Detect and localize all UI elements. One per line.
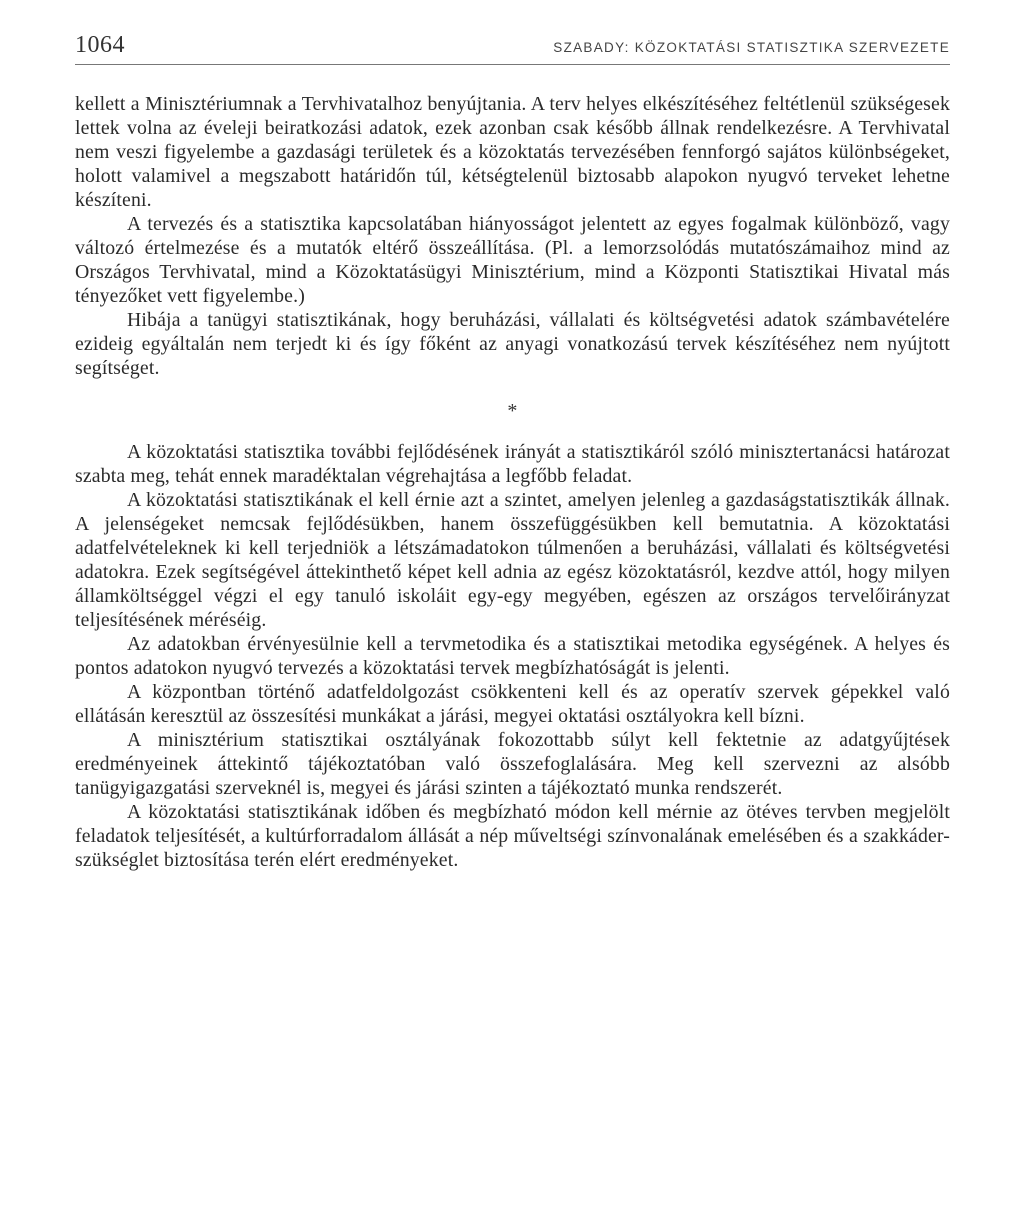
running-title: SZABADY: KÖZOKTATÁSI STATISZTIKA SZERVEZETE [553, 40, 950, 55]
section-separator: * [507, 400, 518, 422]
header-rule [75, 64, 950, 65]
running-header [75, 30, 950, 64]
paragraph: A közoktatási statisztika további fejlődésének irányát a statisztikáról szóló minisztertanácsi határozat szabta meg, tehát ennek maradéktalan végrehajtása a legfőbb feladat. [75, 441, 950, 487]
page-number: 1064 [75, 32, 125, 58]
paragraph: A központban történő adatfeldolgozást csökkenteni kell és az operatív szervek gépekkel való ellátásán keresztül az összesítési munkákat a járási, megyei oktatási osztályokra kell bízni. [75, 681, 950, 727]
paragraph: Az adatokban érvényesülnie kell a tervmetodika és a statisztikai metodika egységének. A helyes és pontos adatokon nyugvó tervezés a közoktatási tervek megbízhatóságát is jelenti. [75, 633, 950, 679]
paragraph: A közoktatási statisztikának el kell érnie azt a szintet, amelyen jelenleg a gazdaságstatisztikák állnak. A jelenségeket nemcsak fejlődésükben, hanem összefüggésükben kell bemutatnia. A közoktatási adatfelvételeknek ki kell terjedniök a létszámadatokon túlmenően a beruházási, vállalati és költségvetési adatokra. Ezek segítségével áttekinthető képet kell adnia az egész közoktatásról, kezdve attól, hogy milyen államköltséggel végzi el egy tanuló iskoláit egy-egy megyében, egészen az országos tervelőirányzat teljesítésének méréséig. [75, 489, 950, 631]
paragraph: Hibája a tanügyi statisztikának, hogy beruházási, vállalati és költségvetési adatok számbavételére ezideig egyáltalán nem terjedt ki és így főként az anyagi vonatkozású tervek készítéséhez nem nyújtott segítséget. [75, 309, 950, 379]
paragraph: kellett a Minisztériumnak a Tervhivatalhoz benyújtania. A terv helyes elkészítéséhez feltétlenül szükségesek lettek volna az éveleji beiratkozási adatok, ezek azonban csak később állnak rendelkezésre. A Tervhivatal nem veszi figyelembe a gazdasági területek és a közoktatás tervezésében fennforgó sajátos különbségeket, holott valamivel a megszabott határidőn túl, kétségtelenül biztosabb alapokon nyugvó terveket lehetne készíteni. [75, 93, 950, 211]
paragraph: A minisztérium statisztikai osztályának fokozottabb súlyt kell fektetnie az adatgyűjtések eredményeinek áttekintő tájékoztatóban való összefoglalására. Meg kell szervezni az alsóbb tanügyigazgatási szerveknél is, megyei és járási szinten a tájékoztató munka rendszerét. [75, 729, 950, 799]
body-text [75, 92, 950, 872]
paragraph: A tervezés és a statisztika kapcsolatában hiányosságot jelentett az egyes fogalmak különböző, vagy változó értelmezése és a mutatók eltérő összeállítása. (Pl. a lemorzsolódás mutatószámaihoz mind az Országos Tervhivatal, mind a Közoktatásügyi Minisztérium, mind a Központi Statisztikai Hivatal más tényezőket vett figyelembe.) [75, 213, 950, 307]
paragraph: A közoktatási statisztikának időben és megbízható módon kell mérnie az ötéves tervben megjelölt feladatok teljesítését, a kultúrforradalom állását a nép műveltségi színvonalának emelésében és a szakkáder-szükséglet biztosítása terén elért eredményeket. [75, 801, 950, 871]
